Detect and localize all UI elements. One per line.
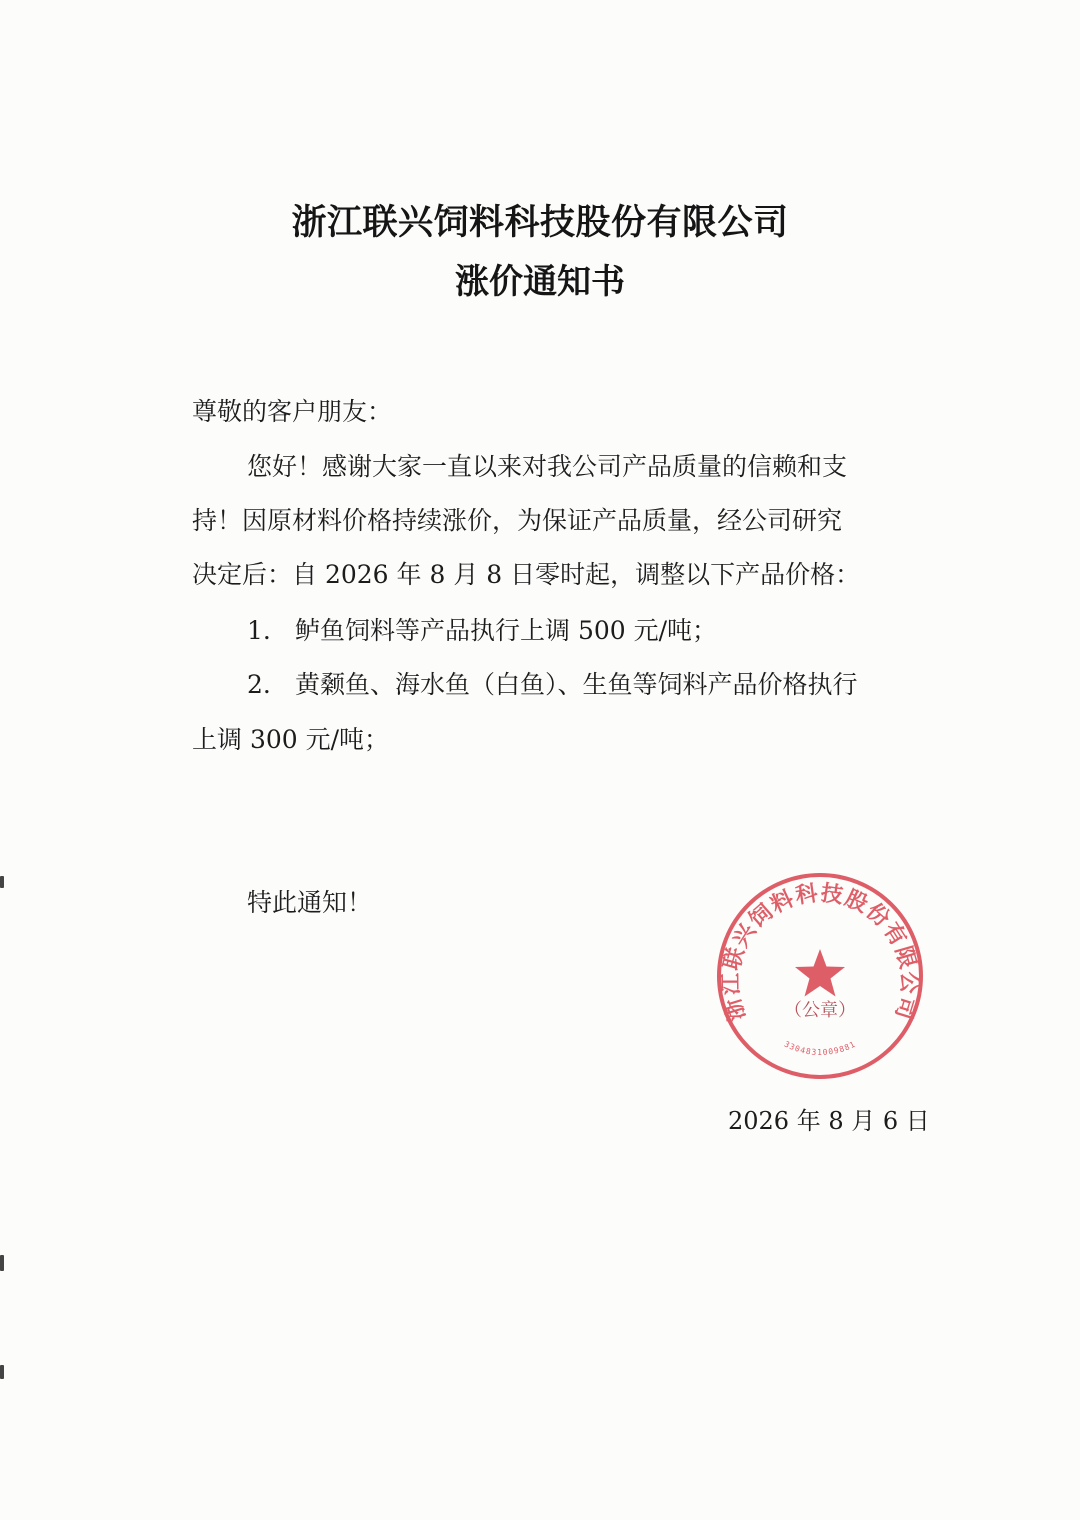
item-1-text: 鲈鱼饲料等产品执行上调 500 元/吨； [295, 616, 718, 645]
body-line-2: 持！因原材料价格持续涨价，为保证产品质量，经公司研究 [192, 506, 843, 535]
scan-edge-mark [0, 876, 4, 888]
seal-center-text: （公章） [784, 1000, 856, 1021]
seal-serial: 3304831009881 [782, 1039, 858, 1058]
item-2-continued: 上调 300 元/吨； [192, 725, 390, 754]
scan-edge-mark [0, 1365, 4, 1379]
item-2-text: 黄颡鱼、海水鱼（白鱼）、生鱼等饲料产品价格执行 [295, 670, 858, 699]
notice-date: 2026 年 8 月 6 日 [728, 1107, 930, 1135]
salutation: 尊敬的客户朋友： [192, 397, 393, 426]
item-1-number: 1. [247, 616, 271, 645]
body-line-1: 您好！感谢大家一直以来对我公司产品质量的信赖和支 [247, 452, 848, 481]
body-line-3: 决定后：自 2026 年 8 月 8 日零时起，调整以下产品价格： [192, 560, 861, 589]
company-title: 浙江联兴饲料科技股份有限公司 [291, 203, 789, 243]
closing-text: 特此通知！ [247, 888, 373, 917]
company-seal [714, 870, 926, 1082]
notice-title: 涨价通知书 [455, 262, 625, 302]
seal-ring-text: 浙江联兴饲料科技股份有限公司 [718, 881, 922, 1024]
scan-edge-mark [0, 1255, 4, 1271]
item-2-number: 2. [247, 670, 271, 699]
seal-star-icon [795, 949, 845, 997]
